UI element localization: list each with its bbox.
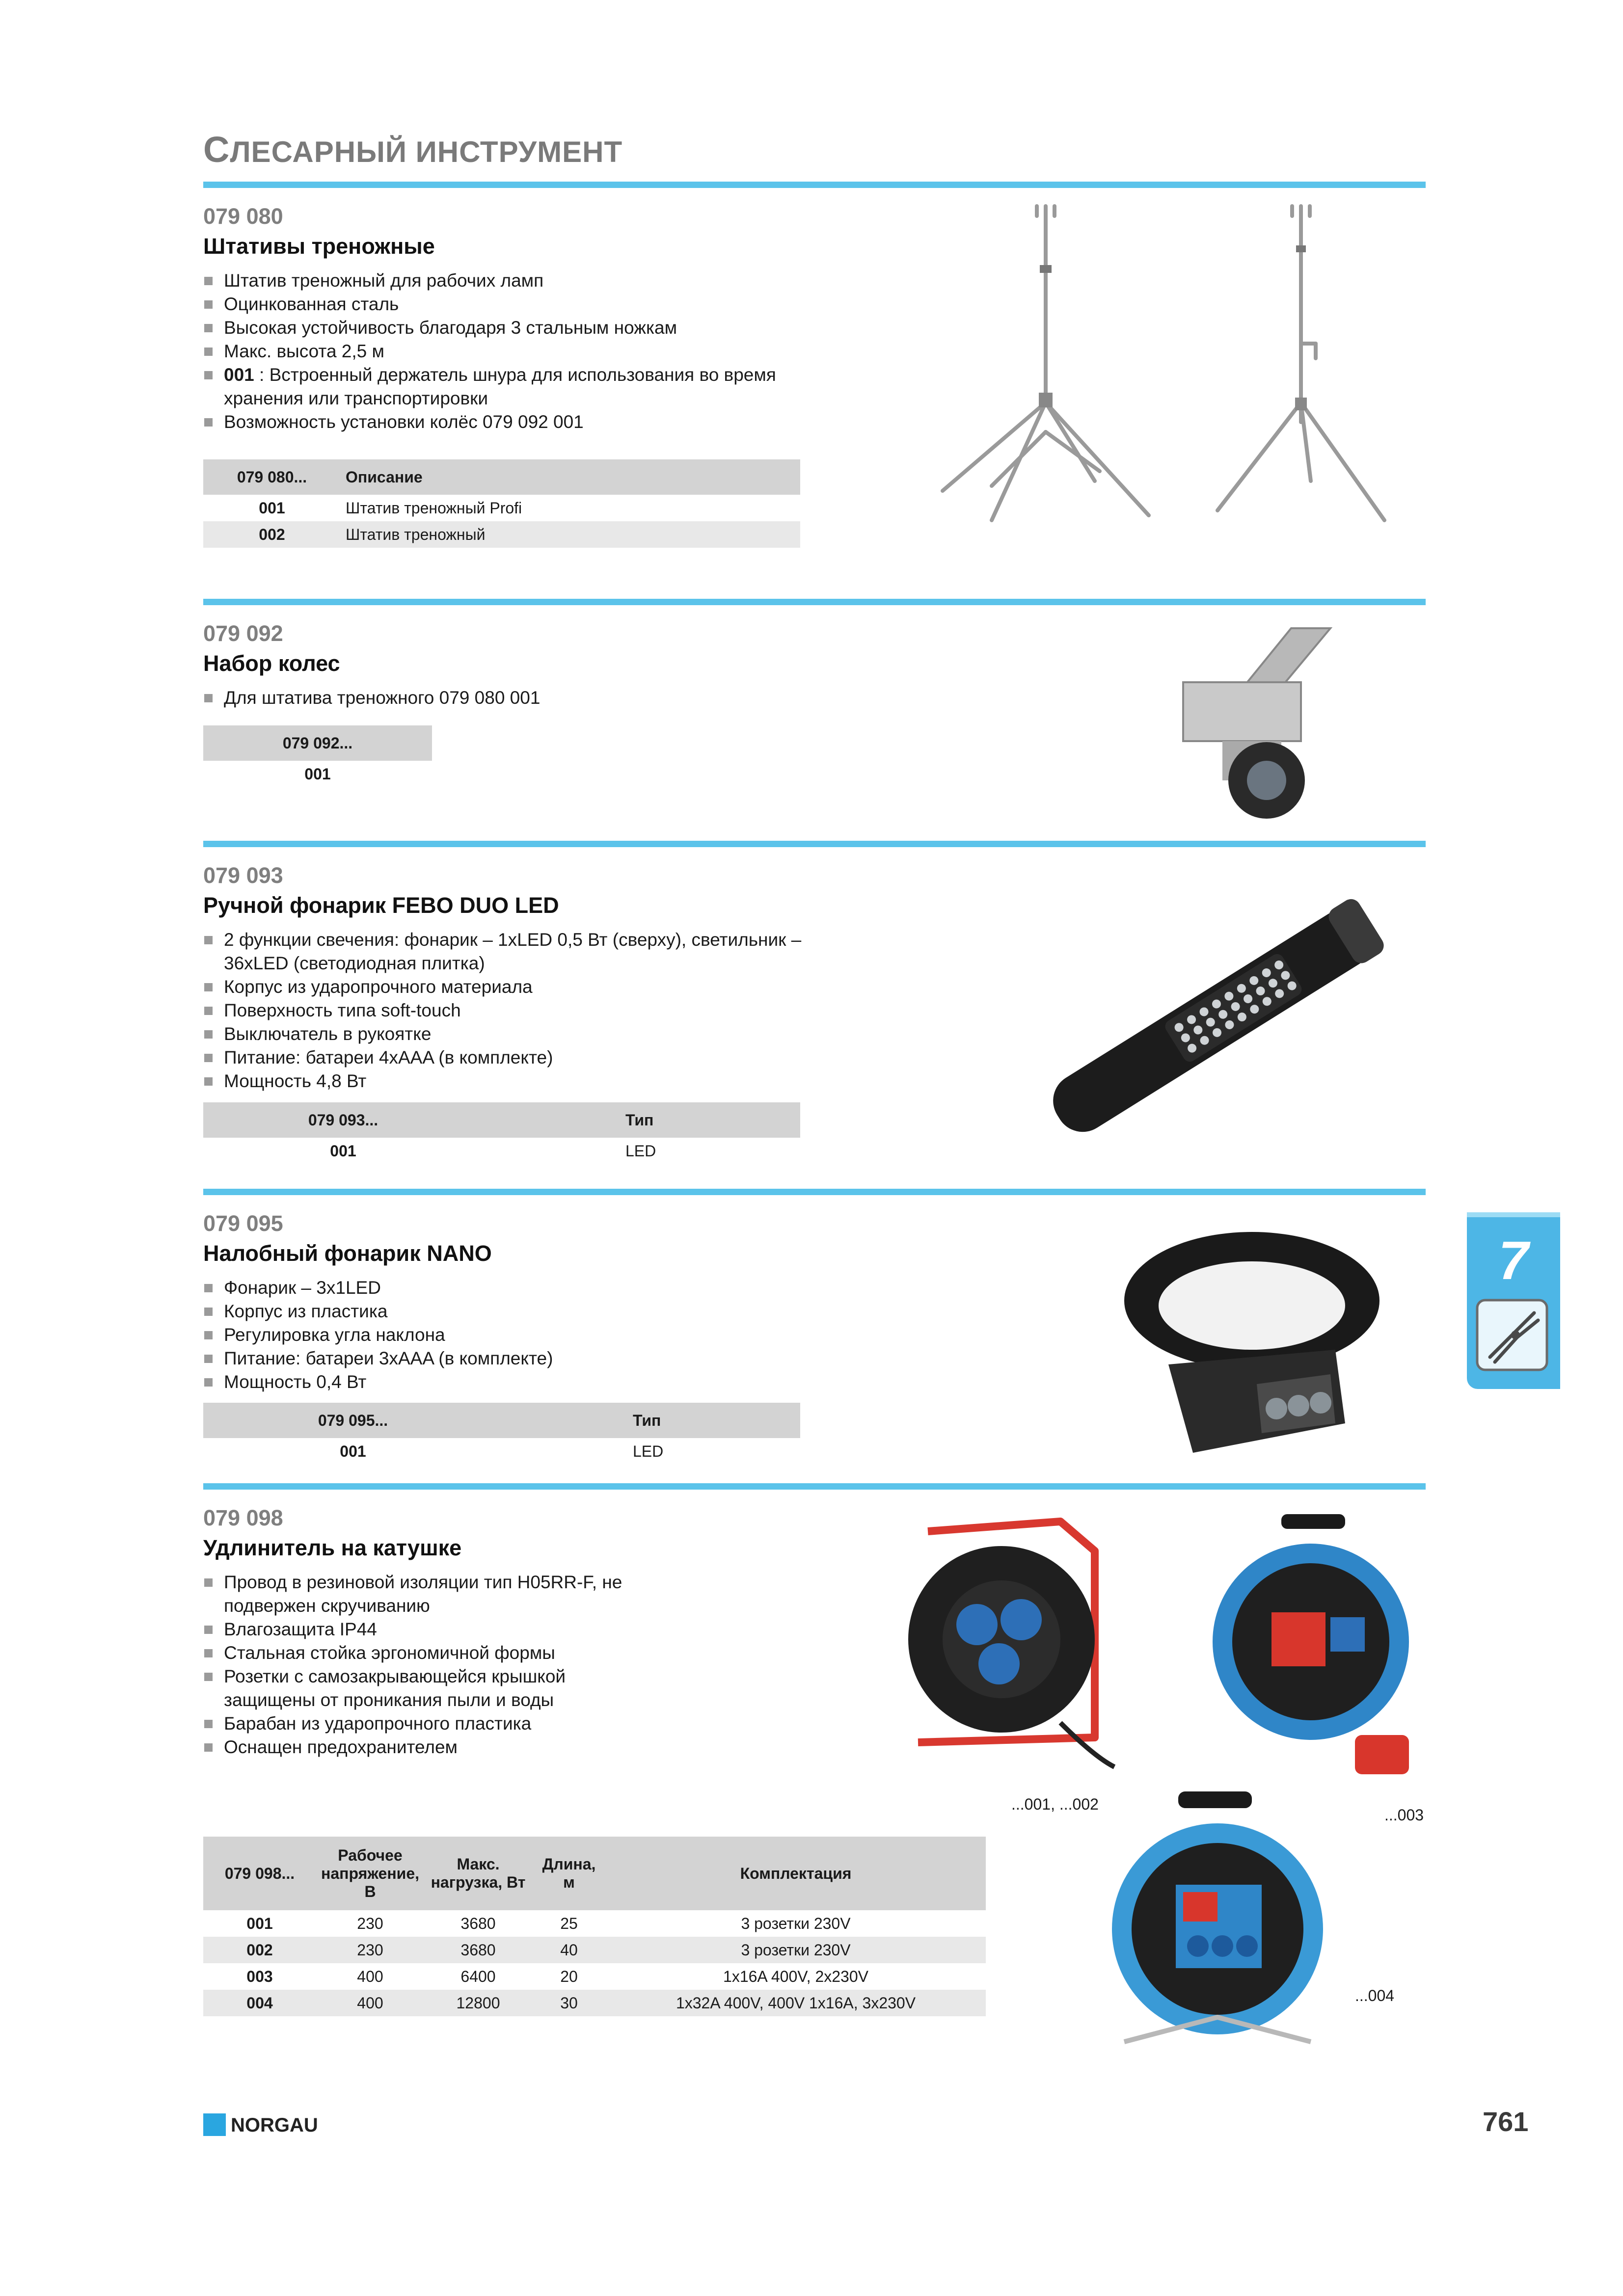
table-header: 079 093... xyxy=(203,1102,483,1138)
table-cell: Штатив треножный xyxy=(341,521,800,548)
wheel-set-image xyxy=(1168,618,1345,829)
section-divider xyxy=(203,1483,1426,1490)
feature-item: Возможность установки колёс 079 092 001 xyxy=(203,410,812,434)
feature-item: Стальная стойка эргономичной формы xyxy=(203,1641,645,1665)
product-name: Набор колес xyxy=(203,651,340,676)
feature-item: Влагозащита IP44 xyxy=(203,1618,645,1641)
table-cell: 003 xyxy=(246,1967,273,1985)
product-code: 079 080 xyxy=(203,204,283,229)
table-cell: 1x32A 400V, 400V 1x16A, 3x230V xyxy=(606,1990,986,2016)
table-cell: 001 xyxy=(246,1914,273,1932)
feature-item: Оцинкованная сталь xyxy=(203,293,812,316)
table-cell: 230 xyxy=(316,1937,424,1963)
feature-item: Штатив треножный для рабочих ламп xyxy=(203,269,812,293)
headlamp-nano-image xyxy=(1109,1217,1394,1482)
feature-list xyxy=(203,686,812,710)
feature-item: Питание: батареи 4xAAA (в комплекте) xyxy=(203,1046,812,1069)
table-cell: LED xyxy=(625,1142,656,1160)
product-name: Штативы треножные xyxy=(203,234,435,259)
tripod-profi-image xyxy=(923,196,1178,540)
table-cell: 12800 xyxy=(424,1990,532,2016)
table-cell: 30 xyxy=(532,1990,606,2016)
brand-logo-text: NORGAU xyxy=(231,2114,318,2136)
table-row xyxy=(203,1910,986,1937)
product-code: 079 093 xyxy=(203,863,283,888)
feature-item: 2 функции свечения: фонарик – 1xLED 0,5 Вт (сверху), светильник – 36xLED (светодиодная плитка) xyxy=(203,928,812,975)
table-row xyxy=(203,1937,986,1963)
table-cell: 001 xyxy=(259,499,285,517)
chapter-tab-bar xyxy=(1467,1212,1560,1217)
table-header: Комплектация xyxy=(606,1837,986,1910)
table-row xyxy=(203,1990,986,2016)
article-table xyxy=(203,1403,800,1465)
cable-reel-230v-image xyxy=(898,1512,1119,1787)
feature-item: Корпус из пластика xyxy=(203,1300,812,1323)
tripod-image xyxy=(1198,196,1404,540)
section-divider xyxy=(203,841,1426,847)
article-table xyxy=(203,725,432,787)
product-name: Налобный фонарик NANO xyxy=(203,1241,492,1266)
table-row xyxy=(203,1963,986,1990)
product-code: 079 095 xyxy=(203,1211,283,1236)
table-header: 079 095... xyxy=(203,1403,503,1438)
feature-item: Макс. высота 2,5 м xyxy=(203,340,812,363)
feature-item: Мощность 4,8 Вт xyxy=(203,1069,812,1093)
table-header: 079 080... xyxy=(203,459,341,495)
product-code: 079 098 xyxy=(203,1505,283,1530)
product-name: Ручной фонарик FEBO DUO LED xyxy=(203,893,559,918)
feature-item: Фонарик – 3x1LED xyxy=(203,1276,812,1300)
table-header: Тип xyxy=(503,1403,800,1438)
cable-reel-400v-image xyxy=(1208,1509,1419,1784)
page-number: 761 xyxy=(1483,2106,1529,2137)
cable-reel-32a-image xyxy=(1095,1787,1340,2076)
table-row xyxy=(203,1438,800,1465)
image-caption: ...004 xyxy=(1355,1987,1395,2004)
section-divider xyxy=(203,1189,1426,1195)
table-header: Описание xyxy=(341,459,800,495)
table-cell: 25 xyxy=(560,1914,578,1932)
feature-list xyxy=(203,1571,645,1759)
table-cell: 3680 xyxy=(424,1937,532,1963)
table-cell: 001 xyxy=(340,1442,366,1460)
table-row xyxy=(203,495,800,521)
table-header: 079 092... xyxy=(203,725,432,761)
table-cell: 1x16A 400V, 2x230V xyxy=(723,1967,868,1985)
table-cell: 001 xyxy=(304,765,331,783)
pliers-icon xyxy=(1475,1298,1549,1372)
table-cell: 001 xyxy=(330,1142,356,1160)
article-table xyxy=(203,1102,800,1164)
table-header: Тип xyxy=(483,1102,800,1138)
table-row xyxy=(203,1138,800,1164)
feature-item: Провод в резиновой изоляции тип H05RR-F, не подвержен скручиванию xyxy=(203,1571,645,1618)
feature-item: Оснащен предохранителем xyxy=(203,1735,645,1759)
product-name: Удлинитель на катушке xyxy=(203,1535,462,1560)
feature-list xyxy=(203,928,812,1093)
feature-list xyxy=(203,1276,812,1394)
table-header: Длина, м xyxy=(532,1837,606,1910)
feature-item: Для штатива треножного 079 080 001 xyxy=(203,686,812,710)
table-cell: 3 розетки 230V xyxy=(741,1914,851,1932)
feature-item xyxy=(203,363,812,410)
table-cell: 002 xyxy=(203,521,341,548)
feature-item: Корпус из ударопрочного материала xyxy=(203,975,812,999)
feature-item: Выключатель в рукоятке xyxy=(203,1022,812,1046)
table-cell: LED xyxy=(633,1442,664,1460)
table-cell: 40 xyxy=(532,1937,606,1963)
product-code: 079 092 xyxy=(203,621,283,646)
table-cell: Штатив треножный Profi xyxy=(346,499,522,517)
feature-list xyxy=(203,269,812,434)
flashlight-febo-image xyxy=(1011,893,1414,1148)
image-caption: ...001, ...002 xyxy=(1011,1795,1099,1813)
section-divider xyxy=(203,182,1426,188)
feature-item: Питание: батареи 3xAAA (в комплекте) xyxy=(203,1347,812,1370)
section-divider xyxy=(203,599,1426,605)
brand-logo-square xyxy=(203,2113,226,2136)
feature-item: Мощность 0,4 Вт xyxy=(203,1370,812,1394)
table-cell: 004 xyxy=(203,1990,316,2016)
specs-table xyxy=(203,1837,986,2016)
chapter-number: 7 xyxy=(1498,1230,1529,1291)
table-cell: 400 xyxy=(316,1990,424,2016)
table-header: Макс. нагрузка, Вт xyxy=(424,1837,532,1910)
table-cell: 230 xyxy=(357,1914,383,1932)
table-cell: 3680 xyxy=(460,1914,496,1932)
feature-bold-prefix: 001 xyxy=(224,365,254,385)
table-cell: 3 розетки 230V xyxy=(606,1937,986,1963)
page-title: СЛЕСАРНЫЙ ИНСТРУМЕНТ xyxy=(203,129,623,170)
table-cell: 20 xyxy=(560,1967,578,1985)
feature-item: Поверхность типа soft-touch xyxy=(203,999,812,1022)
feature-item: Розетки с самозакрывающейся крышкой защищены от проникания пыли и воды xyxy=(203,1665,645,1712)
table-cell: 400 xyxy=(357,1967,383,1985)
table-cell: 002 xyxy=(203,1937,316,1963)
table-row xyxy=(203,761,432,787)
table-header: 079 098... xyxy=(203,1837,316,1910)
table-cell: 6400 xyxy=(460,1967,496,1985)
table-header: Рабочее напряжение, В xyxy=(316,1837,424,1910)
feature-item: Высокая устойчивость благодаря 3 стальным ножкам xyxy=(203,316,812,340)
feature-item: Регулировка угла наклона xyxy=(203,1323,812,1347)
image-caption: ...003 xyxy=(1384,1806,1424,1824)
feature-item-rest: : Встроенный держатель шнура для использования во время хранения или транспортировки xyxy=(224,365,776,408)
article-table xyxy=(203,459,800,548)
feature-item: Барабан из ударопрочного пластика xyxy=(203,1712,645,1735)
table-row xyxy=(203,521,800,548)
